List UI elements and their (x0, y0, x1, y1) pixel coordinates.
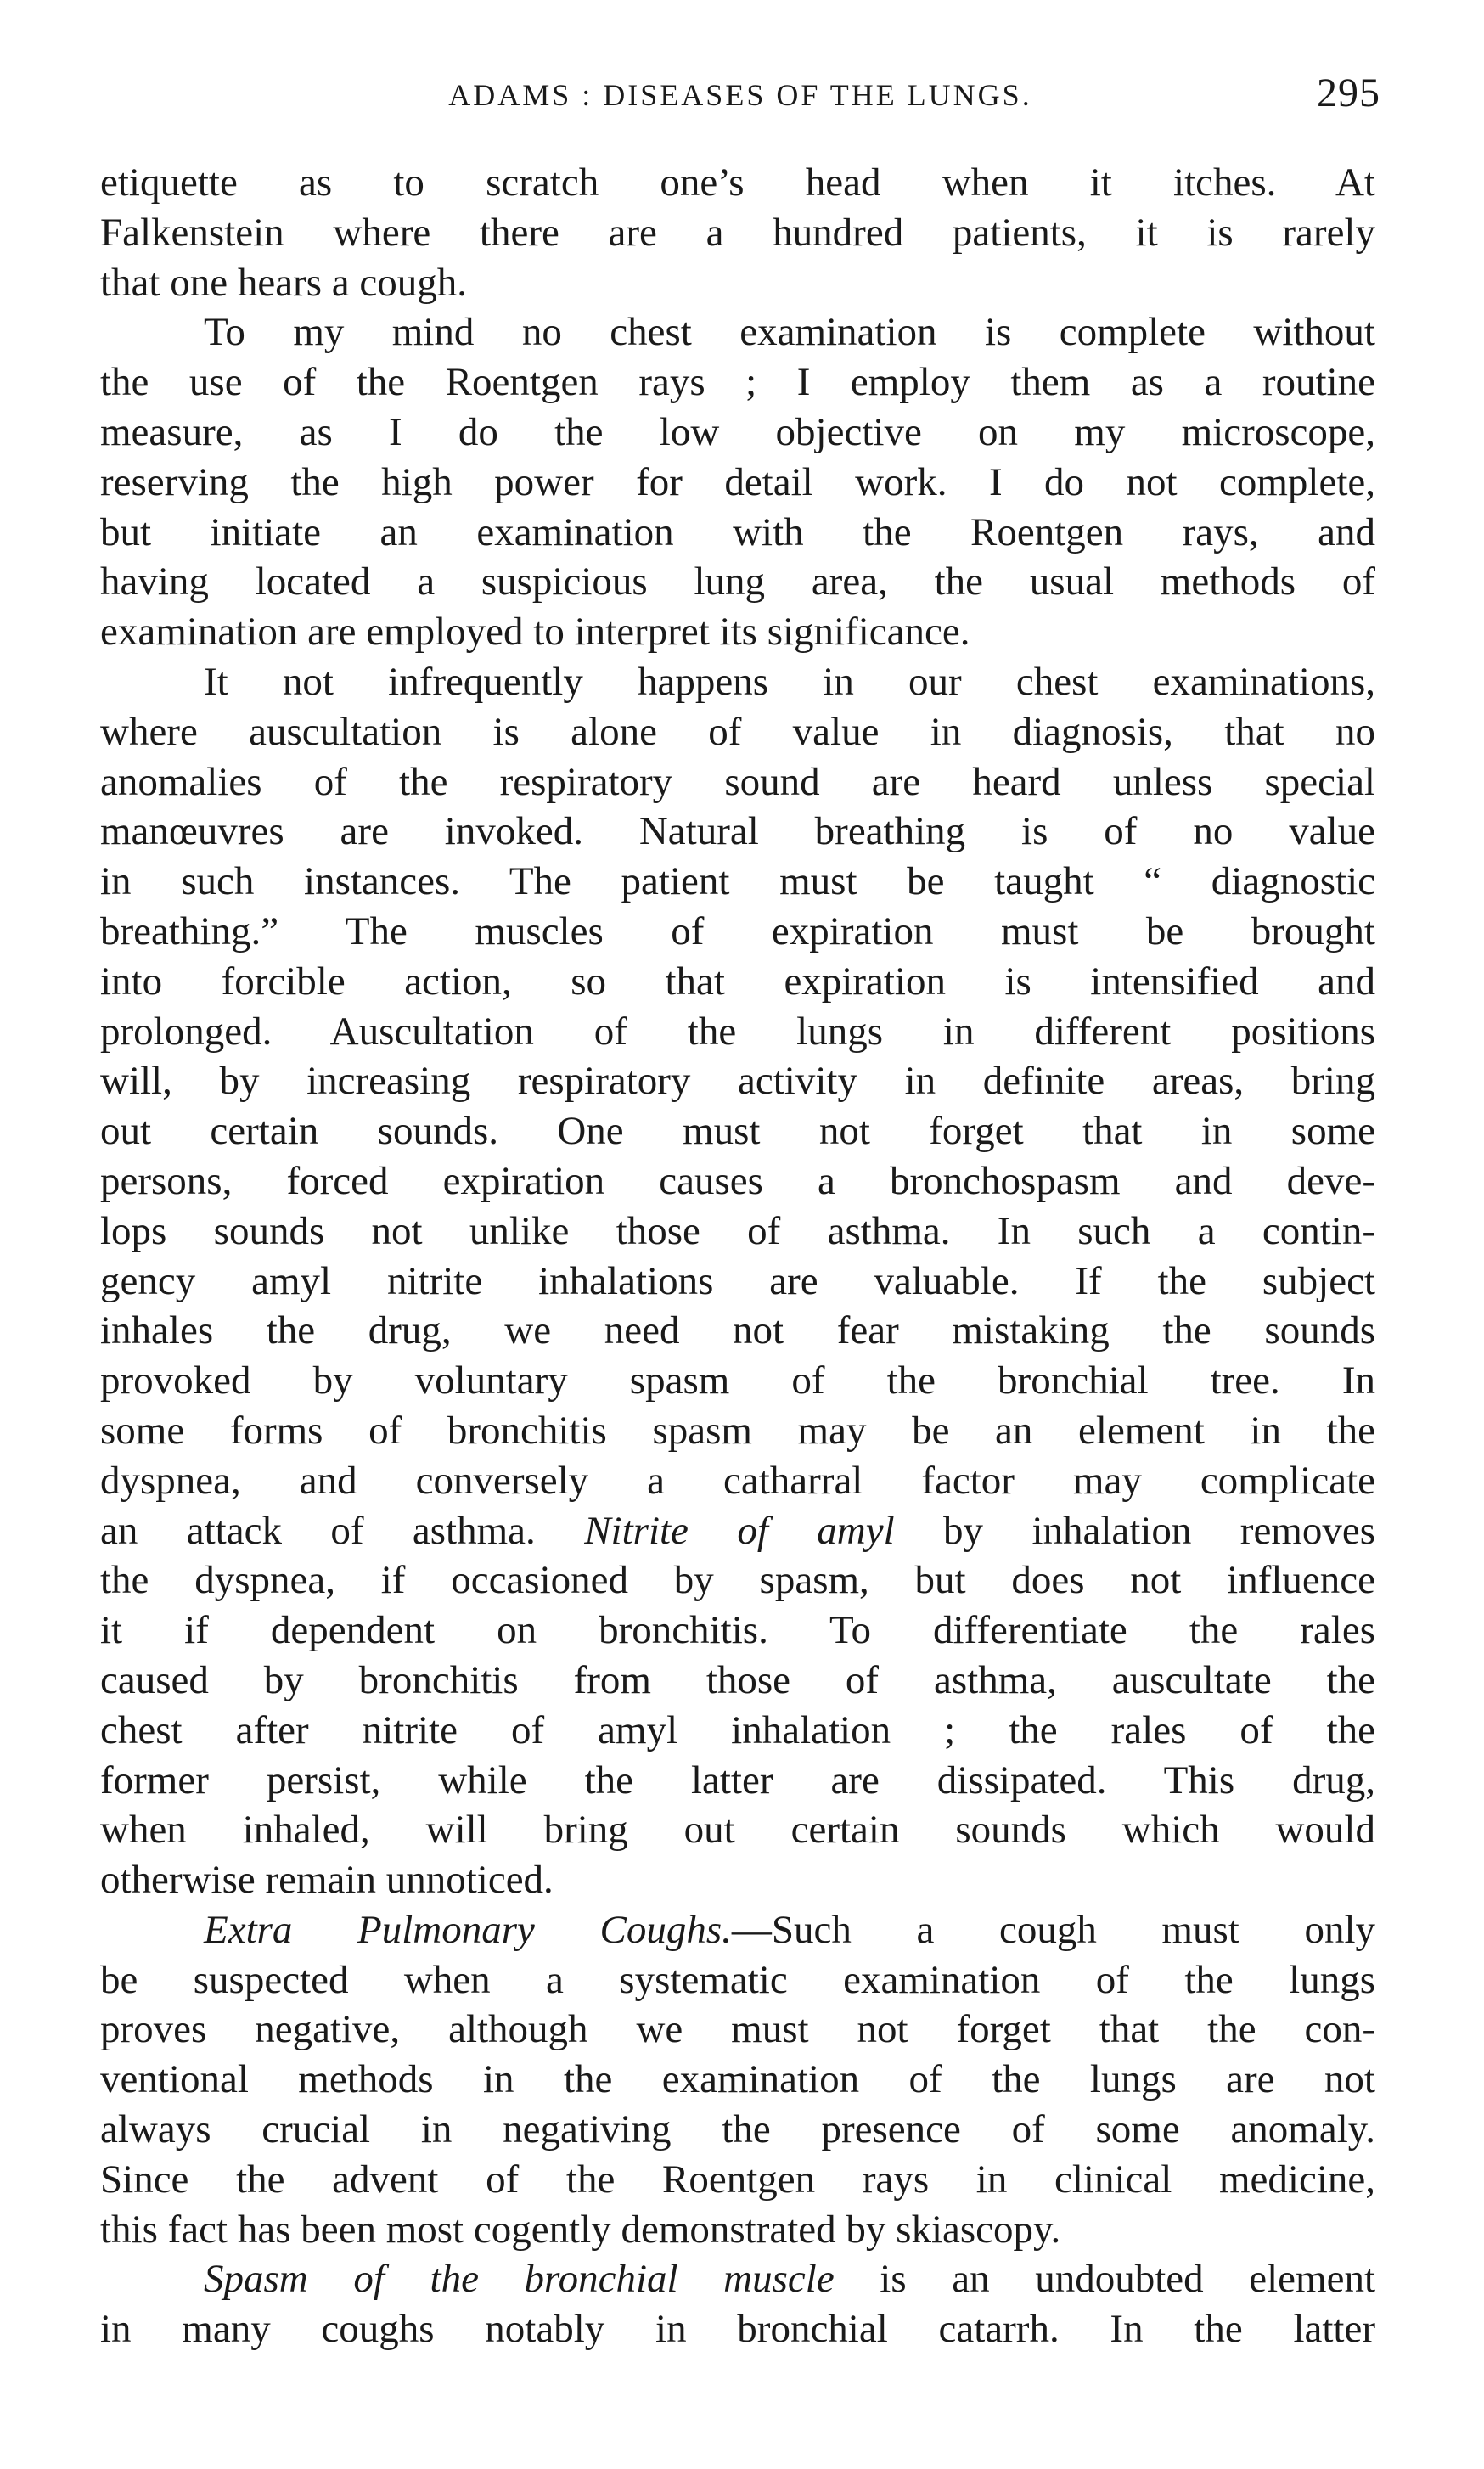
italic-heading: Extra Pulmonary Coughs. (204, 1907, 732, 1952)
text-line: lops sounds not unlike those of asthma. In such a contin- (100, 1208, 1375, 1253)
text-line: otherwise remain unnoticed. (100, 1858, 554, 1903)
section-heading-line: Extra Pulmonary Coughs.—Such a cough must only (204, 1907, 1375, 1952)
text-line: will, by increasing respiratory activity in definite areas, bring (100, 1059, 1375, 1104)
text-line: Falkenstein where there are a hundred patients, it is rarely (100, 210, 1375, 255)
text-line: be suspected when a systematic examination of the lungs (100, 1957, 1375, 2002)
text-line: breathing.” The muscles of expiration must be brought (100, 908, 1375, 953)
text-line: chest after nitrite of amyl inhalation ; the rales of the (100, 1707, 1375, 1752)
text-line: provoked by voluntary spasm of the bronchial tree. In (100, 1358, 1375, 1403)
text-line: measure, as I do the low objective on my microscope, (100, 409, 1375, 454)
paragraph-start-line: To my mind no chest examination is complete without (204, 310, 1375, 355)
text-line: that one hears a cough. (100, 260, 467, 305)
text-line: into forcible action, so that expiration is intensified and (100, 959, 1375, 1004)
text-line: some forms of bronchitis spasm may be an element in the (100, 1408, 1375, 1453)
italic-term: Nitrite of amyl (584, 1508, 895, 1553)
text-line: anomalies of the respiratory sound are heard unless special (100, 759, 1375, 804)
running-head (100, 70, 1380, 121)
text-line: this fact has been most cogently demonstrated by skiascopy. (100, 2207, 1061, 2252)
text-line: out certain sounds. One must not forget that in some (100, 1109, 1375, 1154)
italic-term: Spasm of the bronchial muscle (204, 2257, 835, 2302)
text-line: ventional methods in the examination of the lungs are not (100, 2057, 1375, 2102)
text-line: caused by bronchitis from those of asthma, auscultate the (100, 1657, 1375, 1702)
text-line: reserving the high power for detail work. I do not complete, (100, 459, 1375, 504)
text-line: examination are employed to interpret its significance. (100, 610, 970, 655)
body-text (100, 158, 1375, 2354)
text-line: dyspnea, and conversely a catharral factor may complicate (100, 1458, 1375, 1503)
text-line: in many coughs notably in bronchial catarrh. In the latter (100, 2307, 1375, 2352)
text-line: proves negative, although we must not forget that the con- (100, 2007, 1375, 2052)
running-title: ADAMS : DISEASES OF THE LUNGS. (448, 78, 1032, 112)
text-line: when inhaled, will bring out certain sounds which would (100, 1808, 1375, 1853)
text-line: former persist, while the latter are dissipated. This drug, (100, 1758, 1375, 1803)
text-line: it if dependent on bronchitis. To differentiate the rales (100, 1608, 1375, 1653)
text-line: persons, forced expiration causes a bronchospasm and deve- (100, 1158, 1375, 1203)
text-line: but initiate an examination with the Roentgen rays, and (100, 509, 1375, 554)
text-line: etiquette as to scratch one’s head when it itches. At (100, 160, 1375, 205)
text-line: where auscultation is alone of value in diagnosis, that no (100, 709, 1375, 754)
text-line: in such instances. The patient must be taught “ diagnostic (100, 859, 1375, 904)
text-line: prolonged. Auscultation of the lungs in different positions (100, 1009, 1375, 1054)
text-line: Since the advent of the Roentgen rays in clinical medicine, (100, 2157, 1375, 2202)
paragraph-start-line: It not infrequently happens in our chest examinations, (204, 659, 1375, 704)
page-number: 295 (1317, 70, 1380, 115)
paragraph-start-line: Spasm of the bronchial muscle is an undoubted element (204, 2257, 1375, 2302)
text-line: the use of the Roentgen rays ; I employ them as a routine (100, 360, 1375, 405)
text-line: having located a suspicious lung area, the usual methods of (100, 560, 1375, 605)
text-line: an attack of asthma. Nitrite of amyl by inhalation removes (100, 1508, 1375, 1553)
text-line: manœuvres are invoked. Natural breathing is of no value (100, 809, 1375, 854)
text-line: the dyspnea, if occasioned by spasm, but does not influence (100, 1558, 1375, 1603)
text-line: inhales the drug, we need not fear mistaking the sounds (100, 1308, 1375, 1353)
text-line: always crucial in negativing the presence of some anomaly. (100, 2107, 1375, 2152)
text-line: gency amyl nitrite inhalations are valuable. If the subject (100, 1258, 1375, 1303)
